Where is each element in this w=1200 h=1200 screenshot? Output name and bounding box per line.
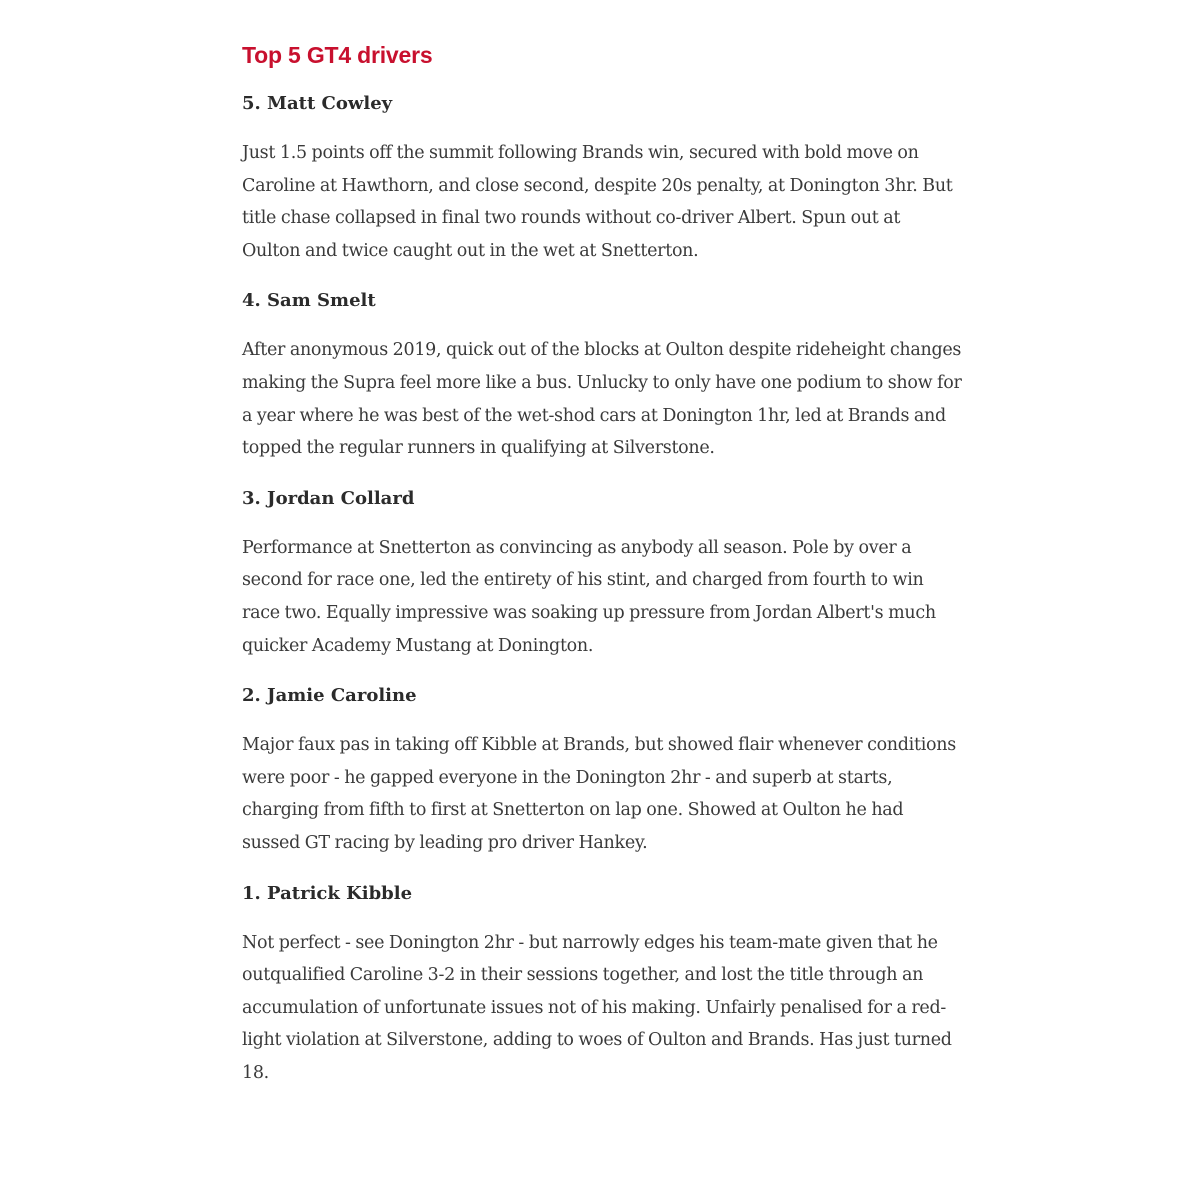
article-title: Top 5 GT4 drivers	[242, 42, 433, 68]
driver-entry-2	[242, 683, 962, 859]
driver-paragraph: Not perfect - see Donington 2hr - but narrowly edges his team-mate given that he outqualified Caroline 3-2 in their sessions together, and lost the title through an accumulation of unfortunate issues not of his making. Unfairly penalised for a red-light violation at Silverstone, adding to woes of Oulton and Brands. Has just turned 18.	[242, 932, 952, 1083]
driver-paragraph: Performance at Snetterton as convincing as anybody all season. Pole by over a second for race one, led the entirety of his stint, and charged from fourth to win race two. Equally impressive was soaking up pressure from Jordan Albert's much quicker Academy Mustang at Donington.	[242, 537, 936, 656]
driver-heading: 2. Jamie Caroline	[242, 685, 417, 707]
article	[242, 40, 962, 1089]
driver-entry-3	[242, 486, 962, 662]
driver-heading: 3. Jordan Collard	[242, 487, 415, 509]
driver-entry-1	[242, 881, 962, 1090]
driver-paragraph: After anonymous 2019, quick out of the blocks at Oulton despite rideheight changes making the Supra feel more like a bus. Unlucky to only have one podium to show for a year where he was best of the wet-shod cars at Donington 1hr, led at Brands and topped the regular runners in qualifying at Silverstone.	[242, 340, 962, 459]
driver-paragraph: Just 1.5 points off the summit following Brands win, secured with bold move on Caroline at Hawthorn, and close second, despite 20s penalty, at Donington 3hr. But title chase collapsed in final two rounds without co-driver Albert. Spun out at Oulton and twice caught out in the wet at Snetterton.	[242, 143, 953, 261]
driver-heading: 4. Sam Smelt	[242, 290, 376, 312]
driver-paragraph: Major faux pas in taking off Kibble at Brands, but showed flair whenever conditions were poor - he gapped everyone in the Donington 2hr - and superb at starts, charging from fifth to first at Snetterton on lap one. Showed at Oulton he had sussed GT racing by leading pro driver Hankey.	[242, 735, 956, 853]
driver-heading: 1. Patrick Kibble	[242, 882, 413, 904]
driver-entry-5	[242, 91, 962, 267]
driver-entry-4	[242, 288, 962, 464]
driver-heading: 5. Matt Cowley	[242, 93, 393, 114]
